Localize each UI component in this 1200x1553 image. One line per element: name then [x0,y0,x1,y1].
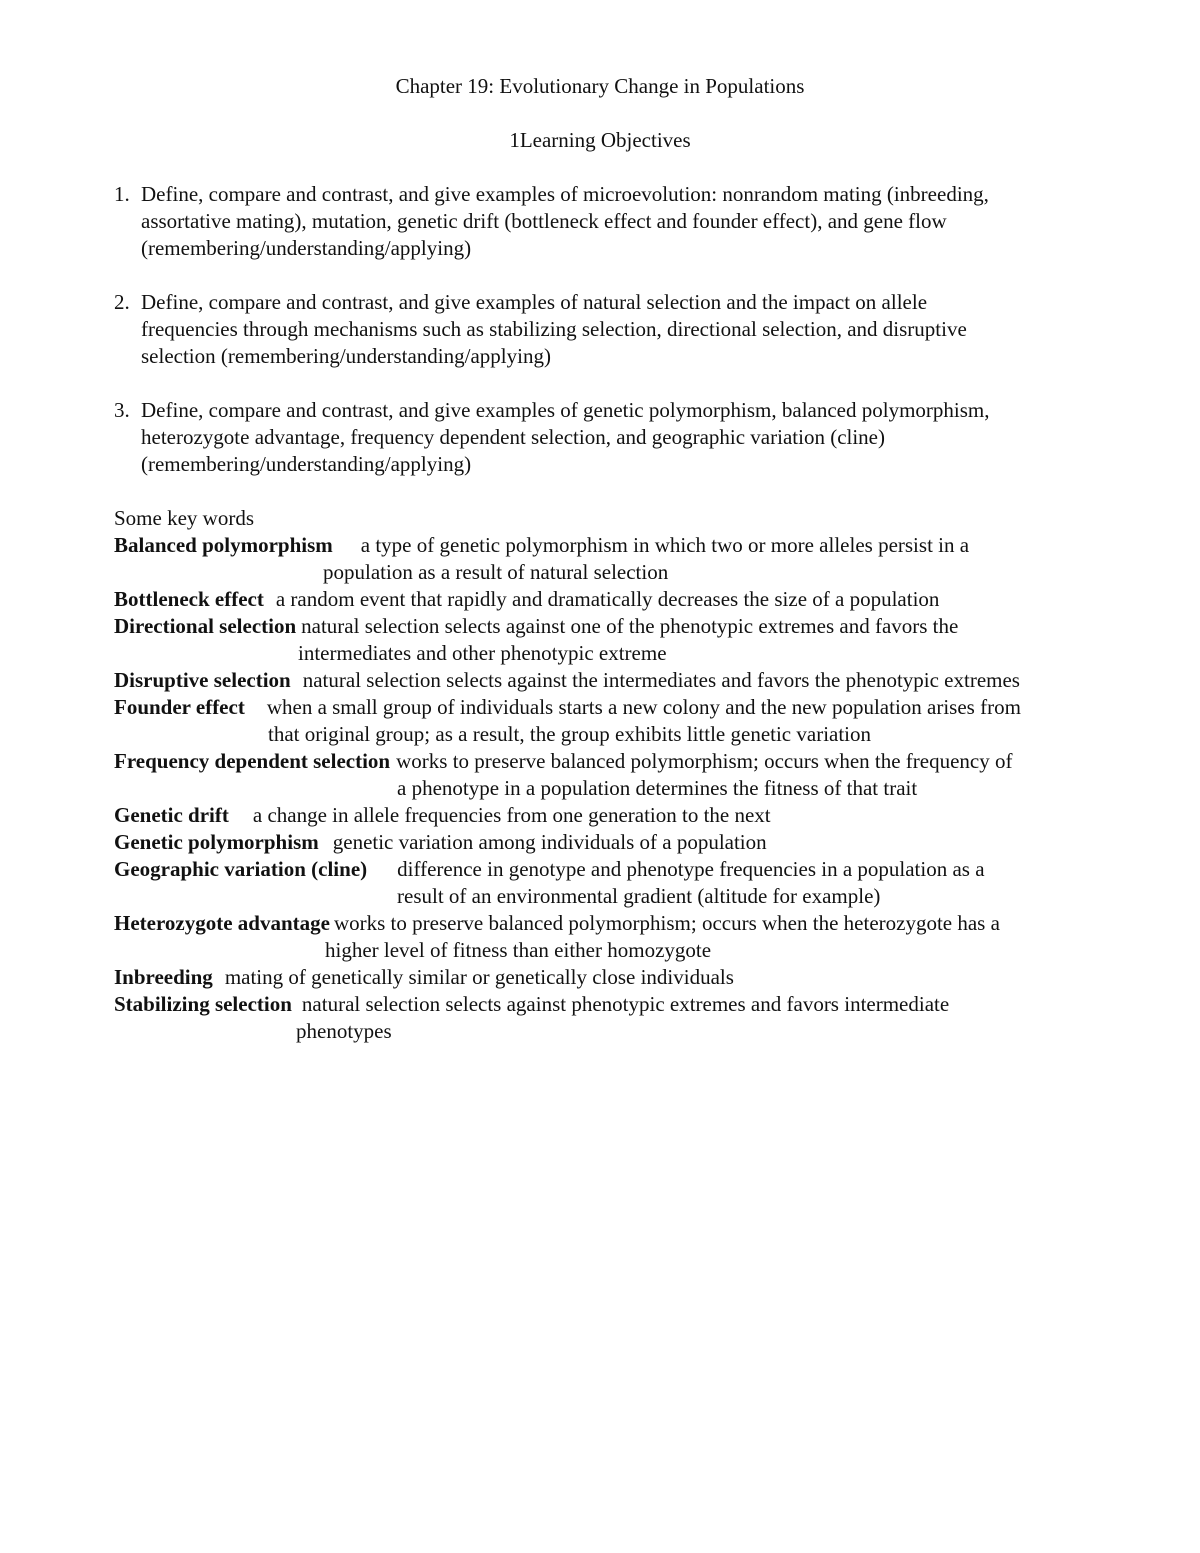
glossary-definition-continued: that original group; as a result, the group exhibits little genetic variation [268,722,872,746]
glossary-term: Geographic variation (cline) [114,857,368,881]
key-words-section [114,505,1144,1045]
glossary-entry [114,586,1144,613]
objective-line: assortative mating), mutation, genetic drift (bottleneck effect and founder effect), and gene flow [141,209,947,233]
glossary-entry [114,856,1144,910]
objective-line: heterozygote advantage, frequency dependent selection, and geographic variation (cline) [141,425,885,449]
objective-line: Define, compare and contrast, and give examples of microevolution: nonrandom mating (inbreeding, [141,182,989,206]
glossary-entry [114,694,1144,748]
glossary-entry [114,964,1144,991]
glossary-entry [114,667,1144,694]
glossary-entry [114,802,1144,829]
glossary-definition: natural selection selects against phenotypic extremes and favors intermediate [301,992,950,1016]
key-words-heading: Some key words [114,506,254,530]
objective-line: Define, compare and contrast, and give examples of genetic polymorphism, balanced polymorphism, [141,398,990,422]
glossary-definition-continued: result of an environmental gradient (altitude for example) [397,884,881,908]
glossary-definition: mating of genetically similar or genetically close individuals [224,965,734,989]
glossary-term: Balanced polymorphism [114,533,333,557]
glossary-term: Bottleneck effect [114,587,264,611]
glossary-term: Stabilizing selection [114,992,292,1016]
glossary-definition-continued: phenotypes [296,1019,392,1043]
glossary-definition: natural selection selects against the intermediates and favors the phenotypic extremes [302,668,1020,692]
page-title: Chapter 19: Evolutionary Change in Populations [395,74,805,98]
glossary-entry [114,910,1144,964]
glossary-term: Directional selection [114,614,297,638]
glossary-definition-continued: population as a result of natural selection [323,560,669,584]
glossary-definition-continued: a phenotype in a population determines the fitness of that trait [397,776,918,800]
objective-line: selection (remembering/understanding/applying) [141,344,551,368]
glossary-definition: a change in allele frequencies from one generation to the next [252,803,771,827]
section-heading: 1Learning Objectives [509,128,691,152]
glossary-term: Disruptive selection [114,668,291,692]
glossary-definition-continued: intermediates and other phenotypic extreme [298,641,667,665]
glossary-definition: natural selection selects against one of the phenotypic extremes and favors the [301,614,959,638]
objective-item [114,289,1114,370]
objective-line: frequencies through mechanisms such as stabilizing selection, directional selection, and disruptive [141,317,967,341]
glossary-definition: works to preserve balanced polymorphism; occurs when the frequency of [396,749,1013,773]
glossary-entry [114,532,1144,586]
objectives-list [114,181,1114,505]
objective-number: 2. [114,290,130,314]
glossary-definition: difference in genotype and phenotype frequencies in a population as a [397,857,985,881]
glossary-definition: when a small group of individuals starts a new colony and the new population arises from [266,695,1021,719]
objective-number: 3. [114,398,130,422]
glossary-term: Inbreeding [114,965,213,989]
glossary-entry [114,829,1144,856]
glossary-definition: a type of genetic polymorphism in which two or more alleles persist in a [360,533,970,557]
objective-item [114,181,1114,262]
objective-number: 1. [114,182,130,206]
glossary-definition: a random event that rapidly and dramatically decreases the size of a population [275,587,940,611]
glossary-definition-continued: higher level of fitness than either homozygote [325,938,712,962]
glossary-term: Heterozygote advantage [114,911,330,935]
glossary-entry [114,748,1144,802]
objective-line: (remembering/understanding/applying) [141,452,472,476]
glossary-term: Founder effect [114,695,245,719]
objective-line: Define, compare and contrast, and give examples of natural selection and the impact on allele [141,290,928,314]
glossary-definition: works to preserve balanced polymorphism; occurs when the heterozygote has a [333,911,1000,935]
glossary-definition: genetic variation among individuals of a population [332,830,767,854]
glossary-entry [114,991,1144,1045]
glossary-term: Frequency dependent selection [114,749,391,773]
glossary-entry [114,613,1144,667]
objective-line: (remembering/understanding/applying) [141,236,472,260]
objective-item [114,397,1114,478]
glossary-term: Genetic polymorphism [114,830,319,854]
glossary-term: Genetic drift [114,803,229,827]
